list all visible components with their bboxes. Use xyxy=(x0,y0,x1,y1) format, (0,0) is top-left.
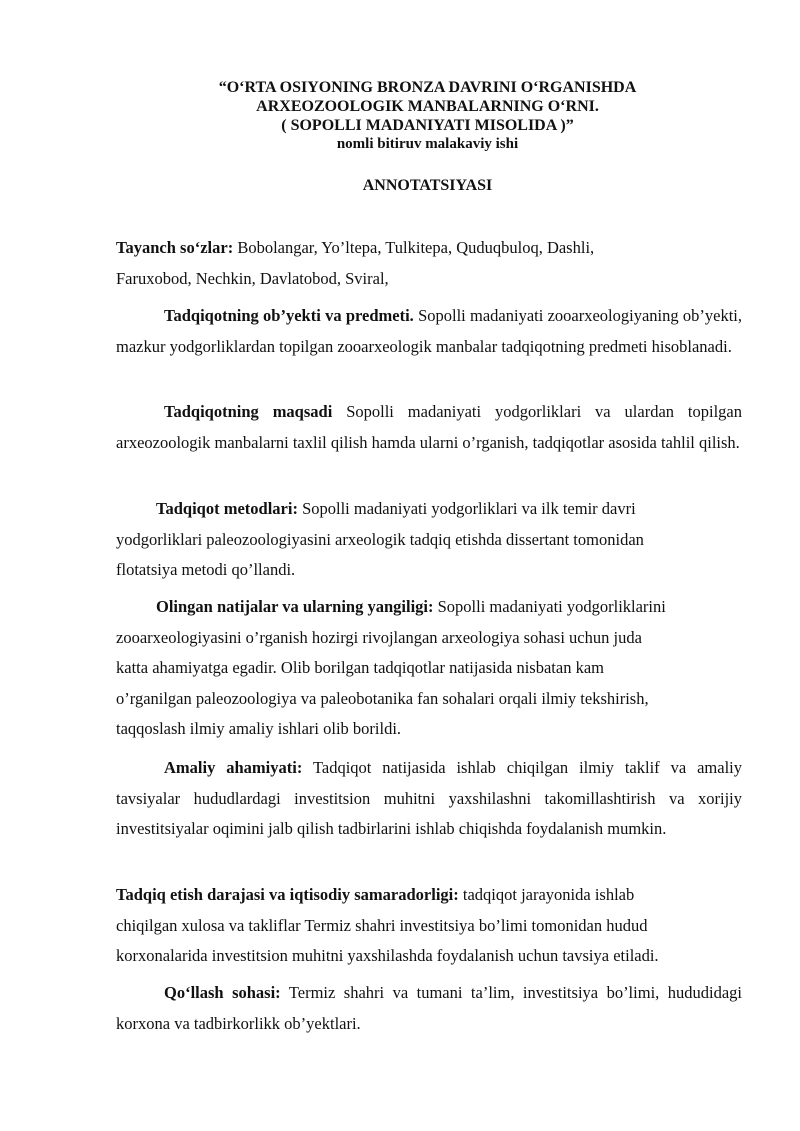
results-text-3: katta ahamiyatga egadir. Olib borilgan tadqiqotlar natijasida nisbatan kam xyxy=(116,658,604,677)
keywords-text-2: Faruxobod, Nechkin, Davlatobod, Sviral, xyxy=(116,268,389,288)
methods-text-3: flotatsiya metodi qo’llandi. xyxy=(116,560,296,579)
practical-label: Amaliy ahamiyati: xyxy=(164,758,303,777)
goal-section xyxy=(116,397,742,458)
document-subtitle: nomli bitiruv malakaviy ishi xyxy=(336,136,519,152)
results-text-2: zooarxeologiyasini o’rganish hozirgi rivojlangan arxeologiya sohasi uchun juda xyxy=(116,627,642,647)
annotation-heading: ANNOTATSIYASI xyxy=(362,177,493,194)
degree-text: tadqiqot jarayonida ishlab xyxy=(458,885,635,904)
degree-text-2: chiqilgan xulosa va takliflar Termiz shahri investitsiya bo’limi tomonidan hudud xyxy=(116,915,648,935)
results-text-4: o’rganilgan paleozoologiya va paleobotanika fan sohalari orqali ilmiy tekshirish, xyxy=(116,688,649,708)
document-title xyxy=(100,78,755,154)
methods-text-2: yodgorliklari paleozoologiyasini arxeologik tadqiq etishda dissertant tomonidan xyxy=(116,529,644,549)
application-label: Qo‘llash sohasi: xyxy=(164,983,281,1002)
goal-label: Tadqiqotning maqsadi xyxy=(164,402,333,421)
object-text: Sopolli madaniyati zooarxeologiyaning ob’yekti, mazkur yodgorliklardan topilgan zooarxeologik manbalar tadqiqotning predmeti hisoblanadi. xyxy=(116,306,743,356)
results-section xyxy=(116,592,742,745)
application-section xyxy=(116,978,742,1039)
application-text: Termiz shahri va tumani ta’lim, investitsiya bo’limi, hududidagi korxona va tadbirkorlikk ob’yektlari. xyxy=(116,983,742,1033)
practical-text: Tadqiqot natijasida ishlab chiqilgan ilmiy taklif va amaliy tavsiyalar hududlardagi investitsion muhitni yaxshilashni takomillashtirish va xorijiy investitsiyalar oqimini jalb qilish tadbirlarini ishlab chiqishda foydalanish mumkin. xyxy=(116,758,742,838)
degree-section xyxy=(116,880,742,972)
title-line-1: “O‘RTA OSIYONING BRONZA DAVRINI O‘RGANISHDA xyxy=(218,79,637,96)
degree-text-3: korxonalarida investitsion muhitni yaxshilashda foydalanish uchun tavsiya etiladi. xyxy=(116,946,659,965)
title-line-2: ARXEOZOOLOGIK MANBALARNING O‘RNI. xyxy=(256,98,599,115)
methods-label: Tadqiqot metodlari: xyxy=(156,499,298,518)
results-text: Sopolli madaniyati yodgorliklarini xyxy=(433,597,666,616)
object-label: Tadqiqotning ob’yekti va predmeti. xyxy=(164,306,414,325)
practical-section xyxy=(116,753,742,845)
keywords-section xyxy=(116,233,742,294)
results-label: Olingan natijalar va ularning yangiligi: xyxy=(156,597,434,616)
methods-text: Sopolli madaniyati yodgorliklari va ilk temir davri xyxy=(297,499,636,518)
methods-section xyxy=(116,494,742,586)
object-section xyxy=(116,301,742,362)
keywords-text: Bobolangar, Yo’ltepa, Tulkitepa, Quduqbuloq, Dashli, xyxy=(233,238,595,257)
degree-label: Tadqiq etish darajasi va iqtisodiy samaradorligi: xyxy=(116,885,459,904)
title-line-3: ( SOPOLLI MADANIYATI MISOLIDA )” xyxy=(281,117,574,134)
keywords-label: Tayanch so‘zlar: xyxy=(116,238,234,257)
goal-text: Sopolli madaniyati yodgorliklari va ulardan topilgan arxeozoologik manbalarni taxlil qilish hamda ularni o’rganish, tadqiqotlar asosida tahlil qilish. xyxy=(116,402,742,452)
results-text-5: taqqoslash ilmiy amaliy ishlari olib borildi. xyxy=(116,719,402,738)
